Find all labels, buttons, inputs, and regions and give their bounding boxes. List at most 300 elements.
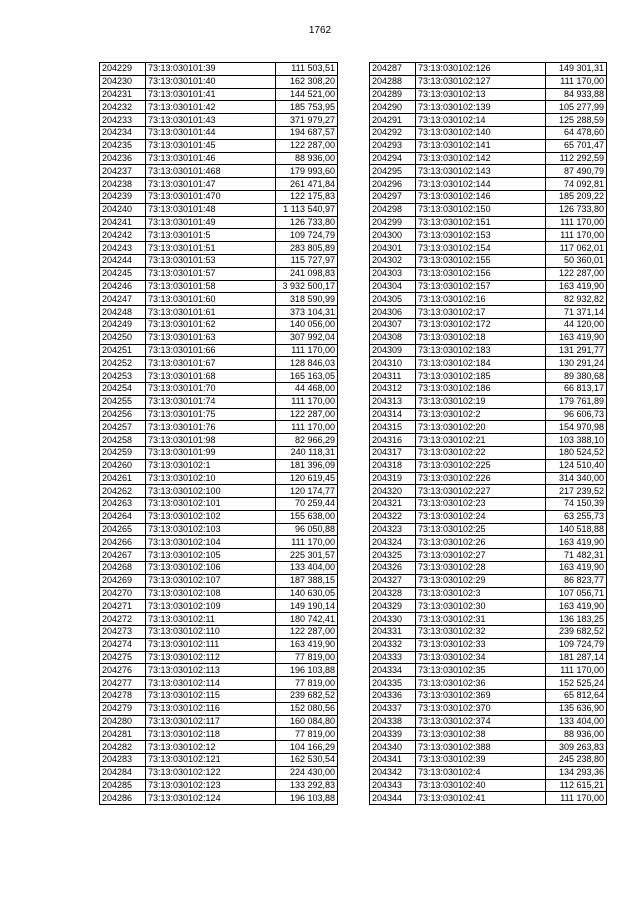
cadastral-value: 371 979,27 bbox=[276, 114, 338, 127]
cadastral-value: 107 056,71 bbox=[546, 587, 607, 600]
table-row bbox=[370, 254, 607, 267]
cadastral-number: 73:13:030101:75 bbox=[146, 408, 276, 421]
table-row bbox=[100, 114, 338, 127]
cadastral-value: 65 812,64 bbox=[546, 690, 607, 703]
cadastral-number: 73:13:030102:184 bbox=[416, 357, 546, 370]
row-number: 204251 bbox=[100, 344, 146, 357]
row-number: 204321 bbox=[370, 498, 416, 511]
cadastral-number: 73:13:030101:45 bbox=[146, 139, 276, 152]
table-row bbox=[370, 216, 607, 229]
table-row bbox=[370, 178, 607, 191]
table-row bbox=[370, 75, 607, 88]
row-number: 204318 bbox=[370, 459, 416, 472]
cadastral-value: 165 163,05 bbox=[276, 370, 338, 383]
table-row bbox=[100, 485, 338, 498]
cadastral-number: 73:13:030102:153 bbox=[416, 229, 546, 242]
cadastral-number: 73:13:030102:39 bbox=[416, 754, 546, 767]
cadastral-value: 140 518,88 bbox=[546, 523, 607, 536]
table-row bbox=[100, 88, 338, 101]
cadastral-value: 122 287,00 bbox=[276, 408, 338, 421]
row-number: 204343 bbox=[370, 779, 416, 792]
cadastral-number: 73:13:030102:4 bbox=[416, 766, 546, 779]
cadastral-number: 73:13:030102:1 bbox=[146, 459, 276, 472]
row-number: 204302 bbox=[370, 254, 416, 267]
cadastral-value: 125 288,59 bbox=[546, 114, 607, 127]
row-number: 204294 bbox=[370, 152, 416, 165]
cadastral-number: 73:13:030102:143 bbox=[416, 165, 546, 178]
cadastral-value: 112 615,21 bbox=[546, 779, 607, 792]
cadastral-table-left bbox=[99, 62, 338, 805]
cadastral-number: 73:13:030102:101 bbox=[146, 498, 276, 511]
cadastral-value: 187 388,15 bbox=[276, 574, 338, 587]
row-number: 204339 bbox=[370, 728, 416, 741]
cadastral-value: 84 933,88 bbox=[546, 88, 607, 101]
table-row bbox=[100, 101, 338, 114]
cadastral-number: 73:13:030101:68 bbox=[146, 370, 276, 383]
cadastral-number: 73:13:030102:227 bbox=[416, 485, 546, 498]
table-row bbox=[370, 101, 607, 114]
table-row bbox=[100, 600, 338, 613]
table-row bbox=[100, 63, 338, 76]
cadastral-number: 73:13:030101:39 bbox=[146, 63, 276, 76]
table-row bbox=[370, 370, 607, 383]
table-row bbox=[370, 446, 607, 459]
table-row bbox=[370, 203, 607, 216]
table-row bbox=[100, 472, 338, 485]
cadastral-value: 74 092,81 bbox=[546, 178, 607, 191]
table-row bbox=[370, 344, 607, 357]
cadastral-number: 73:13:030102:186 bbox=[416, 382, 546, 395]
row-number: 204273 bbox=[100, 626, 146, 639]
cadastral-value: 128 846,03 bbox=[276, 357, 338, 370]
table-row bbox=[370, 741, 607, 754]
cadastral-value: 180 742,41 bbox=[276, 613, 338, 626]
cadastral-value: 111 170,00 bbox=[276, 421, 338, 434]
row-number: 204319 bbox=[370, 472, 416, 485]
cadastral-number: 73:13:030102:172 bbox=[416, 318, 546, 331]
table-row bbox=[370, 318, 607, 331]
cadastral-number: 73:13:030101:51 bbox=[146, 242, 276, 255]
cadastral-number: 73:13:030101:53 bbox=[146, 254, 276, 267]
cadastral-value: 196 103,88 bbox=[276, 792, 338, 805]
table-row bbox=[100, 536, 338, 549]
table-row bbox=[100, 254, 338, 267]
cadastral-value: 261 471,84 bbox=[276, 178, 338, 191]
cadastral-number: 73:13:030102:183 bbox=[416, 344, 546, 357]
cadastral-number: 73:13:030101:74 bbox=[146, 395, 276, 408]
cadastral-number: 73:13:030102:102 bbox=[146, 510, 276, 523]
row-number: 204269 bbox=[100, 574, 146, 587]
cadastral-value: 1 113 540,97 bbox=[276, 203, 338, 216]
row-number: 204316 bbox=[370, 434, 416, 447]
cadastral-value: 155 638,00 bbox=[276, 510, 338, 523]
table-row bbox=[370, 677, 607, 690]
row-number: 204292 bbox=[370, 126, 416, 139]
cadastral-number: 73:13:030102:111 bbox=[146, 638, 276, 651]
cadastral-number: 73:13:030102:27 bbox=[416, 549, 546, 562]
table-row bbox=[100, 344, 338, 357]
table-row bbox=[100, 408, 338, 421]
row-number: 204288 bbox=[370, 75, 416, 88]
cadastral-number: 73:13:030101:468 bbox=[146, 165, 276, 178]
row-number: 204240 bbox=[100, 203, 146, 216]
row-number: 204290 bbox=[370, 101, 416, 114]
cadastral-number: 73:13:030101:44 bbox=[146, 126, 276, 139]
table-row bbox=[370, 498, 607, 511]
table-row bbox=[100, 638, 338, 651]
cadastral-value: 122 175,83 bbox=[276, 190, 338, 203]
cadastral-number: 73:13:030102:226 bbox=[416, 472, 546, 485]
cadastral-value: 3 932 500,17 bbox=[276, 280, 338, 293]
cadastral-number: 73:13:030102:115 bbox=[146, 690, 276, 703]
cadastral-value: 309 263,83 bbox=[546, 741, 607, 754]
table-row bbox=[370, 114, 607, 127]
cadastral-value: 133 404,00 bbox=[276, 562, 338, 575]
row-number: 204317 bbox=[370, 446, 416, 459]
table-row bbox=[370, 88, 607, 101]
cadastral-value: 111 170,00 bbox=[276, 536, 338, 549]
cadastral-number: 73:13:030102:118 bbox=[146, 728, 276, 741]
cadastral-number: 73:13:030102:126 bbox=[416, 63, 546, 76]
row-number: 204308 bbox=[370, 331, 416, 344]
cadastral-value: 162 308,20 bbox=[276, 75, 338, 88]
cadastral-value: 240 118,31 bbox=[276, 446, 338, 459]
cadastral-value: 77 819,00 bbox=[276, 651, 338, 664]
cadastral-value: 314 340,00 bbox=[546, 472, 607, 485]
cadastral-value: 89 380,68 bbox=[546, 370, 607, 383]
cadastral-number: 73:13:030102:157 bbox=[416, 280, 546, 293]
table-row bbox=[370, 139, 607, 152]
cadastral-value: 225 301,57 bbox=[276, 549, 338, 562]
cadastral-number: 73:13:030102:35 bbox=[416, 664, 546, 677]
row-number: 204248 bbox=[100, 306, 146, 319]
table-row bbox=[100, 728, 338, 741]
row-number: 204230 bbox=[100, 75, 146, 88]
row-number: 204338 bbox=[370, 715, 416, 728]
table-row bbox=[100, 318, 338, 331]
cadastral-number: 73:13:030102:25 bbox=[416, 523, 546, 536]
cadastral-number: 73:13:030102:40 bbox=[416, 779, 546, 792]
cadastral-value: 181 396,09 bbox=[276, 459, 338, 472]
row-number: 204313 bbox=[370, 395, 416, 408]
cadastral-number: 73:13:030102:122 bbox=[146, 766, 276, 779]
row-number: 204324 bbox=[370, 536, 416, 549]
row-number: 204298 bbox=[370, 203, 416, 216]
table-row bbox=[370, 523, 607, 536]
cadastral-value: 103 388,10 bbox=[546, 434, 607, 447]
table-row bbox=[370, 126, 607, 139]
table-row bbox=[370, 229, 607, 242]
cadastral-value: 111 170,00 bbox=[546, 792, 607, 805]
cadastral-number: 73:13:030101:66 bbox=[146, 344, 276, 357]
row-number: 204256 bbox=[100, 408, 146, 421]
cadastral-value: 241 098,83 bbox=[276, 267, 338, 280]
table-row bbox=[100, 242, 338, 255]
cadastral-number: 73:13:030102:146 bbox=[416, 190, 546, 203]
cadastral-value: 104 166,29 bbox=[276, 741, 338, 754]
row-number: 204282 bbox=[100, 741, 146, 754]
row-number: 204299 bbox=[370, 216, 416, 229]
cadastral-value: 283 805,89 bbox=[276, 242, 338, 255]
row-number: 204340 bbox=[370, 741, 416, 754]
cadastral-value: 180 524,52 bbox=[546, 446, 607, 459]
cadastral-number: 73:13:030101:67 bbox=[146, 357, 276, 370]
cadastral-number: 73:13:030102:142 bbox=[416, 152, 546, 165]
cadastral-number: 73:13:030102:17 bbox=[416, 306, 546, 319]
cadastral-number: 73:13:030102:110 bbox=[146, 626, 276, 639]
table-row bbox=[370, 536, 607, 549]
row-number: 204330 bbox=[370, 613, 416, 626]
table-row bbox=[100, 75, 338, 88]
table-row bbox=[100, 690, 338, 703]
row-number: 204278 bbox=[100, 690, 146, 703]
cadastral-value: 112 292,59 bbox=[546, 152, 607, 165]
cadastral-value: 111 170,00 bbox=[546, 229, 607, 242]
row-number: 204259 bbox=[100, 446, 146, 459]
cadastral-number: 73:13:030102:11 bbox=[146, 613, 276, 626]
cadastral-number: 73:13:030102:32 bbox=[416, 626, 546, 639]
cadastral-value: 217 239,52 bbox=[546, 485, 607, 498]
cadastral-value: 96 606,73 bbox=[546, 408, 607, 421]
cadastral-value: 120 619,45 bbox=[276, 472, 338, 485]
cadastral-value: 307 992,04 bbox=[276, 331, 338, 344]
cadastral-number: 73:13:030102:370 bbox=[416, 702, 546, 715]
cadastral-value: 163 419,90 bbox=[546, 331, 607, 344]
table-row bbox=[100, 715, 338, 728]
cadastral-value: 117 062,01 bbox=[546, 242, 607, 255]
table-row bbox=[370, 382, 607, 395]
cadastral-value: 239 682,52 bbox=[276, 690, 338, 703]
cadastral-number: 73:13:030101:49 bbox=[146, 216, 276, 229]
cadastral-value: 149 190,14 bbox=[276, 600, 338, 613]
table-row bbox=[370, 613, 607, 626]
table-row bbox=[370, 702, 607, 715]
cadastral-value: 130 291,24 bbox=[546, 357, 607, 370]
cadastral-number: 73:13:030102:374 bbox=[416, 715, 546, 728]
table-row bbox=[370, 766, 607, 779]
row-number: 204255 bbox=[100, 395, 146, 408]
table-row bbox=[370, 600, 607, 613]
cadastral-value: 131 291,77 bbox=[546, 344, 607, 357]
table-row bbox=[100, 190, 338, 203]
cadastral-number: 73:13:030102:112 bbox=[146, 651, 276, 664]
row-number: 204270 bbox=[100, 587, 146, 600]
table-row bbox=[370, 792, 607, 805]
row-number: 204327 bbox=[370, 574, 416, 587]
cadastral-number: 73:13:030102:121 bbox=[146, 754, 276, 767]
cadastral-value: 70 259,44 bbox=[276, 498, 338, 511]
table-row bbox=[100, 792, 338, 805]
cadastral-number: 73:13:030101:42 bbox=[146, 101, 276, 114]
table-row bbox=[370, 690, 607, 703]
cadastral-value: 140 056,00 bbox=[276, 318, 338, 331]
cadastral-value: 111 170,00 bbox=[546, 664, 607, 677]
row-number: 204325 bbox=[370, 549, 416, 562]
cadastral-number: 73:13:030102:26 bbox=[416, 536, 546, 549]
row-number: 204335 bbox=[370, 677, 416, 690]
cadastral-number: 73:13:030102:28 bbox=[416, 562, 546, 575]
row-number: 204252 bbox=[100, 357, 146, 370]
table-row bbox=[370, 408, 607, 421]
cadastral-number: 73:13:030101:46 bbox=[146, 152, 276, 165]
table-row bbox=[370, 510, 607, 523]
cadastral-number: 73:13:030102:14 bbox=[416, 114, 546, 127]
table-row bbox=[370, 549, 607, 562]
cadastral-value: 77 819,00 bbox=[276, 677, 338, 690]
table-row bbox=[100, 459, 338, 472]
cadastral-number: 73:13:030102:124 bbox=[146, 792, 276, 805]
table-row bbox=[100, 613, 338, 626]
row-number: 204239 bbox=[100, 190, 146, 203]
cadastral-value: 126 733,80 bbox=[276, 216, 338, 229]
row-number: 204301 bbox=[370, 242, 416, 255]
row-number: 204305 bbox=[370, 293, 416, 306]
row-number: 204267 bbox=[100, 549, 146, 562]
row-number: 204264 bbox=[100, 510, 146, 523]
cadastral-number: 73:13:030102:107 bbox=[146, 574, 276, 587]
row-number: 204293 bbox=[370, 139, 416, 152]
table-row bbox=[370, 267, 607, 280]
table-row bbox=[100, 651, 338, 664]
cadastral-number: 73:13:030102:24 bbox=[416, 510, 546, 523]
cadastral-value: 194 687,57 bbox=[276, 126, 338, 139]
row-number: 204260 bbox=[100, 459, 146, 472]
cadastral-value: 162 530,54 bbox=[276, 754, 338, 767]
row-number: 204287 bbox=[370, 63, 416, 76]
cadastral-number: 73:13:030102:127 bbox=[416, 75, 546, 88]
table-row bbox=[100, 395, 338, 408]
row-number: 204284 bbox=[100, 766, 146, 779]
table-row bbox=[100, 562, 338, 575]
table-row bbox=[100, 165, 338, 178]
row-number: 204336 bbox=[370, 690, 416, 703]
cadastral-value: 111 170,00 bbox=[276, 344, 338, 357]
row-number: 204283 bbox=[100, 754, 146, 767]
cadastral-number: 73:13:030102:10 bbox=[146, 472, 276, 485]
table-row bbox=[370, 754, 607, 767]
cadastral-value: 239 682,52 bbox=[546, 626, 607, 639]
table-row bbox=[100, 574, 338, 587]
row-number: 204257 bbox=[100, 421, 146, 434]
cadastral-number: 73:13:030101:47 bbox=[146, 178, 276, 191]
cadastral-number: 73:13:030101:57 bbox=[146, 267, 276, 280]
table-row bbox=[100, 293, 338, 306]
row-number: 204342 bbox=[370, 766, 416, 779]
cadastral-number: 73:13:030102:106 bbox=[146, 562, 276, 575]
cadastral-number: 73:13:030102:185 bbox=[416, 370, 546, 383]
row-number: 204326 bbox=[370, 562, 416, 575]
cadastral-value: 87 490,79 bbox=[546, 165, 607, 178]
row-number: 204314 bbox=[370, 408, 416, 421]
row-number: 204306 bbox=[370, 306, 416, 319]
table-row bbox=[100, 626, 338, 639]
cadastral-number: 73:13:030101:43 bbox=[146, 114, 276, 127]
cadastral-number: 73:13:030101:5 bbox=[146, 229, 276, 242]
cadastral-number: 73:13:030102:155 bbox=[416, 254, 546, 267]
cadastral-number: 73:13:030101:76 bbox=[146, 421, 276, 434]
table-row bbox=[370, 434, 607, 447]
row-number: 204261 bbox=[100, 472, 146, 485]
cadastral-value: 135 636,90 bbox=[546, 702, 607, 715]
row-number: 204253 bbox=[100, 370, 146, 383]
row-number: 204280 bbox=[100, 715, 146, 728]
row-number: 204272 bbox=[100, 613, 146, 626]
table-row bbox=[100, 306, 338, 319]
row-number: 204286 bbox=[100, 792, 146, 805]
table-row bbox=[370, 472, 607, 485]
table-row bbox=[370, 242, 607, 255]
row-number: 204243 bbox=[100, 242, 146, 255]
cadastral-value: 65 701,47 bbox=[546, 139, 607, 152]
cadastral-number: 73:13:030101:98 bbox=[146, 434, 276, 447]
cadastral-value: 111 503,51 bbox=[276, 63, 338, 76]
cadastral-value: 196 103,88 bbox=[276, 664, 338, 677]
row-number: 204244 bbox=[100, 254, 146, 267]
row-number: 204309 bbox=[370, 344, 416, 357]
row-number: 204275 bbox=[100, 651, 146, 664]
cadastral-number: 73:13:030102:104 bbox=[146, 536, 276, 549]
row-number: 204250 bbox=[100, 331, 146, 344]
table-row bbox=[370, 421, 607, 434]
cadastral-number: 73:13:030102:100 bbox=[146, 485, 276, 498]
cadastral-number: 73:13:030102:41 bbox=[416, 792, 546, 805]
row-number: 204265 bbox=[100, 523, 146, 536]
table-row bbox=[100, 549, 338, 562]
cadastral-value: 136 183,25 bbox=[546, 613, 607, 626]
row-number: 204312 bbox=[370, 382, 416, 395]
table-row bbox=[100, 178, 338, 191]
row-number: 204341 bbox=[370, 754, 416, 767]
cadastral-value: 86 823,77 bbox=[546, 574, 607, 587]
table-row bbox=[100, 357, 338, 370]
table-row bbox=[100, 216, 338, 229]
table-row bbox=[100, 370, 338, 383]
cadastral-value: 373 104,31 bbox=[276, 306, 338, 319]
cadastral-value: 185 209,22 bbox=[546, 190, 607, 203]
row-number: 204263 bbox=[100, 498, 146, 511]
table-row bbox=[370, 562, 607, 575]
table-row bbox=[370, 626, 607, 639]
cadastral-number: 73:13:030102:19 bbox=[416, 395, 546, 408]
table-row bbox=[370, 306, 607, 319]
table-row bbox=[370, 728, 607, 741]
row-number: 204237 bbox=[100, 165, 146, 178]
cadastral-number: 73:13:030102:3 bbox=[416, 587, 546, 600]
cadastral-number: 73:13:030101:99 bbox=[146, 446, 276, 459]
table-row bbox=[370, 664, 607, 677]
cadastral-number: 73:13:030101:41 bbox=[146, 88, 276, 101]
cadastral-number: 73:13:030102:105 bbox=[146, 549, 276, 562]
cadastral-number: 73:13:030101:48 bbox=[146, 203, 276, 216]
cadastral-number: 73:13:030101:70 bbox=[146, 382, 276, 395]
cadastral-number: 73:13:030102:23 bbox=[416, 498, 546, 511]
table-row bbox=[100, 434, 338, 447]
cadastral-value: 77 819,00 bbox=[276, 728, 338, 741]
cadastral-number: 73:13:030102:31 bbox=[416, 613, 546, 626]
row-number: 204241 bbox=[100, 216, 146, 229]
table-row bbox=[370, 459, 607, 472]
row-number: 204279 bbox=[100, 702, 146, 715]
cadastral-value: 88 936,00 bbox=[276, 152, 338, 165]
cadastral-value: 133 404,00 bbox=[546, 715, 607, 728]
cadastral-number: 73:13:030102:34 bbox=[416, 651, 546, 664]
table-row bbox=[370, 779, 607, 792]
cadastral-number: 73:13:030101:61 bbox=[146, 306, 276, 319]
cadastral-value: 64 478,60 bbox=[546, 126, 607, 139]
row-number: 204274 bbox=[100, 638, 146, 651]
cadastral-value: 154 970,98 bbox=[546, 421, 607, 434]
cadastral-value: 120 174,77 bbox=[276, 485, 338, 498]
